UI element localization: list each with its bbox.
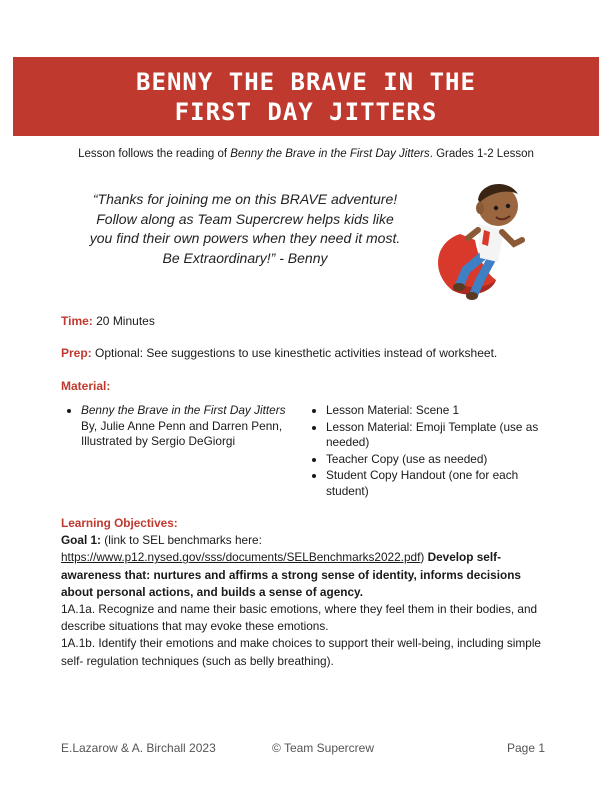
prep-label: Prep: bbox=[61, 346, 92, 360]
title-line-1: BENNY THE BRAVE IN THE bbox=[136, 67, 476, 96]
goal-1 bbox=[61, 532, 556, 601]
quote-line-1: “Thanks for joining me on this BRAVE adventure! bbox=[92, 191, 398, 207]
objective-1a1b: 1A.1b. Identify their emotions and make choices to support their well-being, including simple self- regulation techniques (such as belly breathing). bbox=[61, 636, 541, 668]
material-book-credit: By, Julie Anne Penn and Darren Penn, Illustrated by Sergio DeGiorgi bbox=[81, 418, 283, 448]
time-row bbox=[61, 313, 155, 330]
learning-objectives bbox=[61, 515, 556, 670]
objectives-label: Learning Objectives: bbox=[61, 516, 178, 530]
benny-quote bbox=[55, 190, 435, 268]
quote-line-4: Be Extraordinary!” - Benny bbox=[162, 249, 328, 266]
list-item: • Lesson Material: Scene 1 bbox=[326, 403, 561, 419]
material-list-right bbox=[306, 403, 561, 500]
list-item: • Lesson Material: Emoji Template (use as needed) bbox=[326, 420, 561, 451]
subtitle-prefix: Lesson follows the reading of bbox=[78, 148, 231, 160]
time-label: Time: bbox=[61, 314, 93, 328]
sel-benchmarks-link[interactable]: https://www.p12.nysed.gov/sss/documents/SELBenchmarks2022.pdf bbox=[61, 550, 421, 565]
time-value: 20 Minutes bbox=[92, 314, 155, 328]
material-heading bbox=[61, 378, 110, 395]
material-list-left bbox=[61, 403, 286, 451]
material-label: Material: bbox=[61, 379, 111, 393]
prep-value: Optional: See suggestions to use kinesthetic activities instead of worksheet. bbox=[91, 346, 498, 360]
list-item bbox=[81, 403, 286, 450]
material-book-title: Benny the Brave in the First Day Jitters bbox=[81, 403, 286, 417]
goal-label: Goal 1: bbox=[61, 533, 101, 548]
footer-authors: E.Lazarow & A. Birchall 2023 bbox=[61, 741, 216, 755]
title-banner bbox=[13, 57, 599, 136]
list-item: • Teacher Copy (use as needed) bbox=[326, 452, 561, 468]
goal-intro: (link to SEL benchmarks here: bbox=[101, 533, 262, 548]
footer-copyright: © Team Supercrew bbox=[272, 741, 374, 755]
list-item: • Student Copy Handout (one for each student) bbox=[326, 468, 561, 499]
goal-close-paren: ) bbox=[420, 550, 428, 565]
benny-superhero-illustration bbox=[430, 172, 550, 300]
footer-page-number: Page 1 bbox=[507, 741, 546, 755]
subtitle-suffix: . Grades 1-2 Lesson bbox=[429, 148, 534, 160]
lesson-subtitle bbox=[0, 148, 612, 160]
objective-1a1a: 1A.1a. Recognize and name their basic emotions, where they feel them in their bodies, and describe situations that may evoke these emotions. bbox=[61, 602, 538, 634]
quote-line-2: Follow along as Team Supercrew helps kids like bbox=[96, 210, 394, 227]
goal-description: Develop self-awareness that: nurtures and affirms a strong sense of identity, informs decisions about personal actions, and builds a sense of agency. bbox=[61, 550, 521, 599]
quote-line-3: you find their own powers when they need it most. bbox=[89, 230, 401, 246]
prep-row bbox=[61, 345, 497, 362]
subtitle-book-title: Benny the Brave in the First Day Jitters bbox=[230, 148, 430, 160]
title-line-2: FIRST DAY JITTERS bbox=[174, 97, 438, 126]
